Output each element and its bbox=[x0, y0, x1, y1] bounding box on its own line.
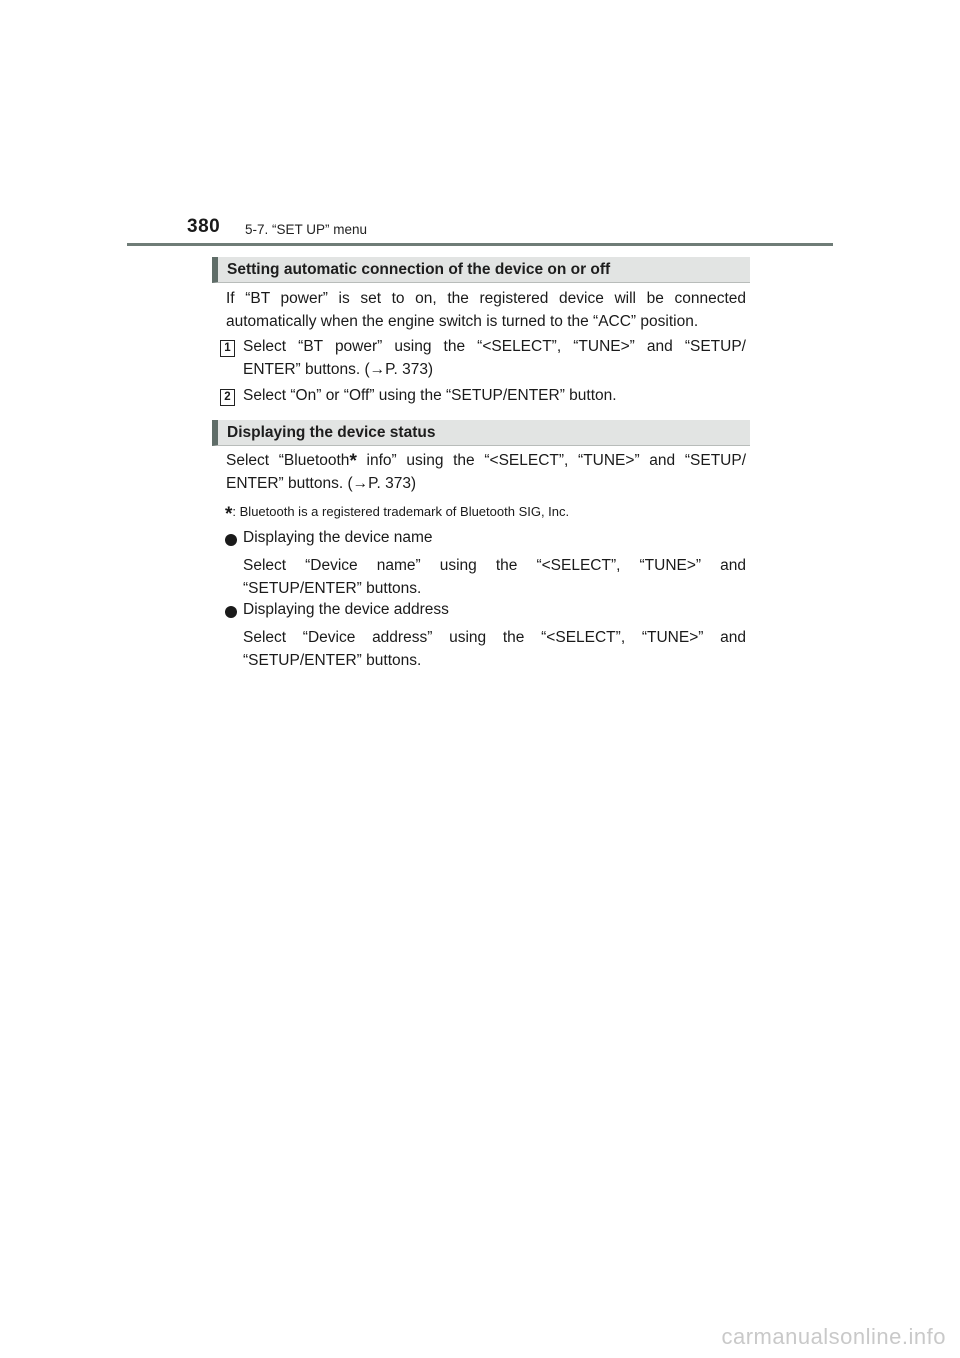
intro-line-2: automatically when the engine switch is turned to the “ACC” position. bbox=[226, 313, 699, 330]
bullet-icon bbox=[225, 534, 237, 546]
bullet-desc-line-2: “SETUP/ENTER” buttons. bbox=[243, 652, 422, 669]
status-para-post: info” using the “<SELECT”, “TUNE>” and “SETUP/ bbox=[356, 452, 747, 469]
section-path: 5-7. “SET UP” menu bbox=[245, 222, 368, 237]
section-heading-device-status bbox=[212, 420, 750, 446]
section-heading-text: Displaying the device status bbox=[227, 424, 436, 441]
bullet-title-device-address: Displaying the device address bbox=[243, 601, 449, 618]
status-para-line-2: ENTER” buttons. (→P. 373) bbox=[226, 475, 417, 492]
footnote-text: : Bluetooth is a registered trademark of Bluetooth SIG, Inc. bbox=[232, 504, 570, 519]
bullet-desc-line-1: Select “Device address” using the “<SELECT”, “TUNE>” and bbox=[243, 629, 746, 646]
section-heading-text: Setting automatic connection of the device on or off bbox=[227, 261, 611, 278]
step-number-2: 2 bbox=[220, 389, 235, 406]
bullet-icon bbox=[225, 606, 237, 618]
header-divider bbox=[127, 243, 833, 246]
bullet-desc-line-2: “SETUP/ENTER” buttons. bbox=[243, 580, 422, 597]
status-para-pre: Select “Bluetooth bbox=[226, 452, 350, 469]
footnote-asterisk: * bbox=[225, 504, 233, 525]
step2-text: Select “On” or “Off” using the “SETUP/ENTER” button. bbox=[243, 387, 617, 404]
step1-line-1: Select “BT power” using the “<SELECT”, “TUNE>” and “SETUP/ bbox=[243, 338, 746, 355]
step-number-1: 1 bbox=[220, 340, 235, 357]
bullet-desc-line-1: Select “Device name” using the “<SELECT”, “TUNE>” and bbox=[243, 557, 746, 574]
intro-line-1: If “BT power” is set to on, the registered device will be connected bbox=[226, 290, 746, 307]
asterisk-marker: * bbox=[349, 451, 357, 472]
step1-line-2: ENTER” buttons. (→P. 373) bbox=[243, 361, 434, 378]
watermark: carmanualsonline.info bbox=[721, 1324, 946, 1349]
section-heading-auto-connection bbox=[212, 257, 750, 283]
footnote bbox=[225, 504, 569, 526]
page-number: 380 bbox=[187, 216, 221, 237]
status-para-line-1 bbox=[226, 452, 746, 470]
bullet-title-device-name: Displaying the device name bbox=[243, 529, 433, 546]
